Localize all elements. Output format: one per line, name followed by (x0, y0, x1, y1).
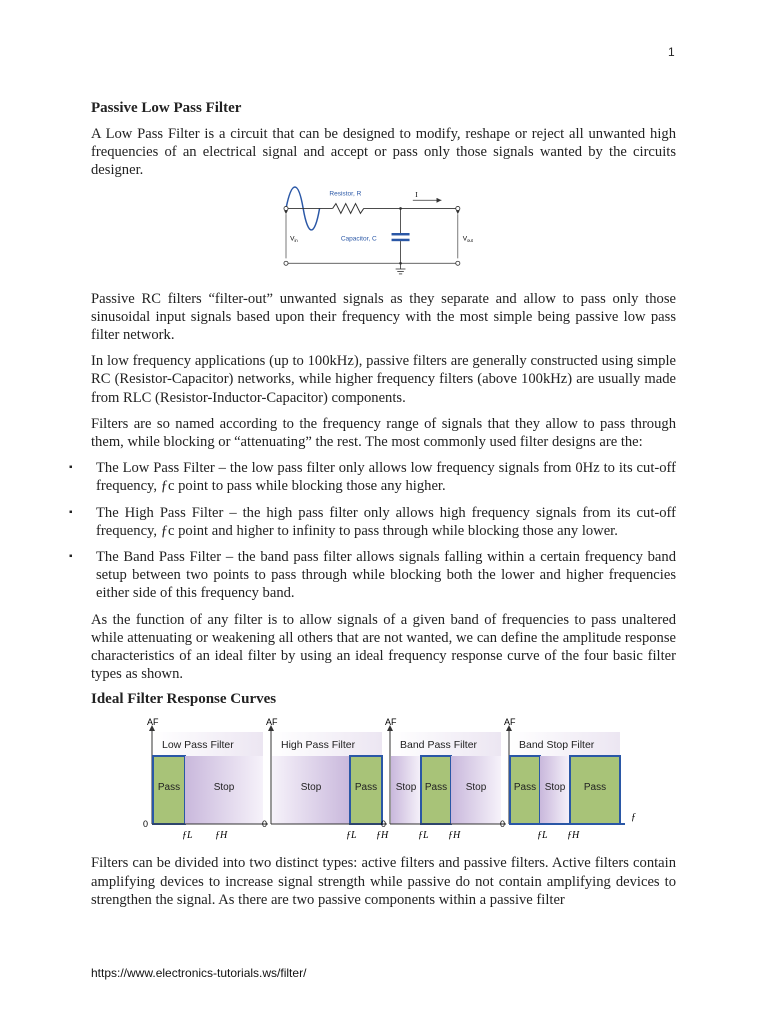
region-label: Stop (465, 782, 487, 794)
current-label: I (415, 189, 418, 199)
region-label: Stop (395, 782, 417, 794)
rc-circuit-diagram (261, 188, 491, 278)
vout-label: $V_{out}$ (462, 234, 473, 243)
panel-title: Band Stop Filter (519, 739, 595, 752)
intro-paragraph: A Low Pass Filter is a circuit that can be designed to modify, reshape or reject all unwanted high frequencies of an electrical signal and accept or pass only those signals wanted by the circuits designer. (91, 126, 676, 179)
page-number: 1 (668, 45, 675, 59)
vin-label: $V_{in}$ (290, 234, 298, 243)
region-label: Pass (354, 782, 378, 794)
region-label: Stop (300, 782, 322, 794)
freq-label-high: ƒH (376, 830, 389, 842)
paragraph-amplitude-response: As the function of any filter is to allow signals of a given band of frequencies to pass unaltered while attenuating or weakening all others that are not wanted, we can define the amplitude response characteristics of an ideal filter by using an ideal frequency response curve of the four basic filter types as shown. (91, 611, 676, 683)
region-label: Pass (583, 782, 607, 794)
footer-url: https://www.electronics-tutorials.ws/filter/ (91, 966, 307, 980)
origin-label: 0 (381, 819, 387, 830)
freq-label-high: ƒH (448, 830, 461, 842)
freq-label-high: ƒH (567, 830, 580, 842)
freq-label-low: ƒL (537, 830, 548, 842)
section-title-response-curves: Ideal Filter Response Curves (91, 691, 277, 708)
freq-axis-label: ƒ (631, 812, 636, 824)
paragraph-filters-named: Filters are so named according to the frequency range of signals that they allow to pass through them, while blocking or “attenuating” the rest. The most commonly used filter designs are the: (91, 415, 676, 451)
paragraph-rc-filters: Passive RC filters “filter-out” unwanted signals as they separate and allow to pass only those sinusoidal input signals based upon their frequency with the most simple being passive low pass filter network. (91, 290, 676, 344)
origin-label: 0 (262, 819, 268, 830)
list-item: ▪ The High Pass Filter – the high pass filter only allows high frequency signals from its cut-off frequency, ƒc point and higher to infinity to pass through while blocking those any lower. (69, 504, 676, 539)
axis-label-af: AF (147, 717, 159, 728)
bullet-icon: ▪ (69, 551, 73, 563)
capacitor-label: Capacitor, C (340, 234, 377, 242)
region-label: Pass (424, 782, 448, 794)
origin-label: 0 (143, 819, 149, 830)
filter-types-list (69, 459, 676, 602)
freq-label-low: ƒL (182, 830, 193, 842)
panel-title: Band Pass Filter (400, 739, 478, 752)
paragraph-filter-types: Filters can be divided into two distinct types: active filters and passive filters. Active filters contain amplifying devices to increase signal strength while passive do not contain amplifying devices to strengthen the signal. As there are two passive components within a passive filter (91, 855, 676, 908)
freq-label-low: ƒL (346, 830, 357, 842)
resistor-label: Resistor, R (329, 189, 362, 197)
freq-label-low: ƒL (418, 830, 429, 842)
axis-label-af: AF (385, 717, 397, 728)
resistor-icon (333, 203, 364, 213)
origin-label: 0 (500, 819, 506, 830)
axis-label-af: AF (266, 717, 278, 728)
panel-title: Low Pass Filter (162, 739, 234, 752)
paragraph-low-frequency: In low frequency applications (up to 100kHz), passive filters are generally constructed using simple RC (Resistor-Capacitor) networks, while higher frequency filters (above 100kHz) are usually made from RLC (Resistor-Inductor-Capacitor) components. (91, 353, 676, 406)
freq-label-high: ƒH (215, 830, 228, 842)
bullet-icon: ▪ (69, 462, 73, 474)
panel-title: High Pass Filter (281, 739, 356, 752)
document-body (69, 100, 676, 917)
region-label: Pass (513, 782, 537, 794)
section-title-low-pass: Passive Low Pass Filter (91, 100, 242, 116)
region-label: Stop (213, 782, 235, 794)
region-label: Pass (157, 782, 181, 794)
bullet-icon: ▪ (69, 506, 73, 518)
capacitor-icon (392, 233, 410, 235)
ground-icon (396, 263, 406, 274)
ideal-filter-response-figure (143, 716, 636, 846)
region-label: Stop (544, 782, 566, 794)
axis-label-af: AF (504, 717, 516, 728)
list-item: ▪ The Low Pass Filter – the low pass filter only allows low frequency signals from 0Hz to its cut-off frequency, ƒc point to pass while blocking those any higher. (69, 460, 676, 495)
list-item: ▪ The Band Pass Filter – the band pass filter allows signals falling within a certain frequency band setup between two points to pass through while blocking both the lower and higher frequencies either side of this frequency band. (69, 549, 676, 602)
